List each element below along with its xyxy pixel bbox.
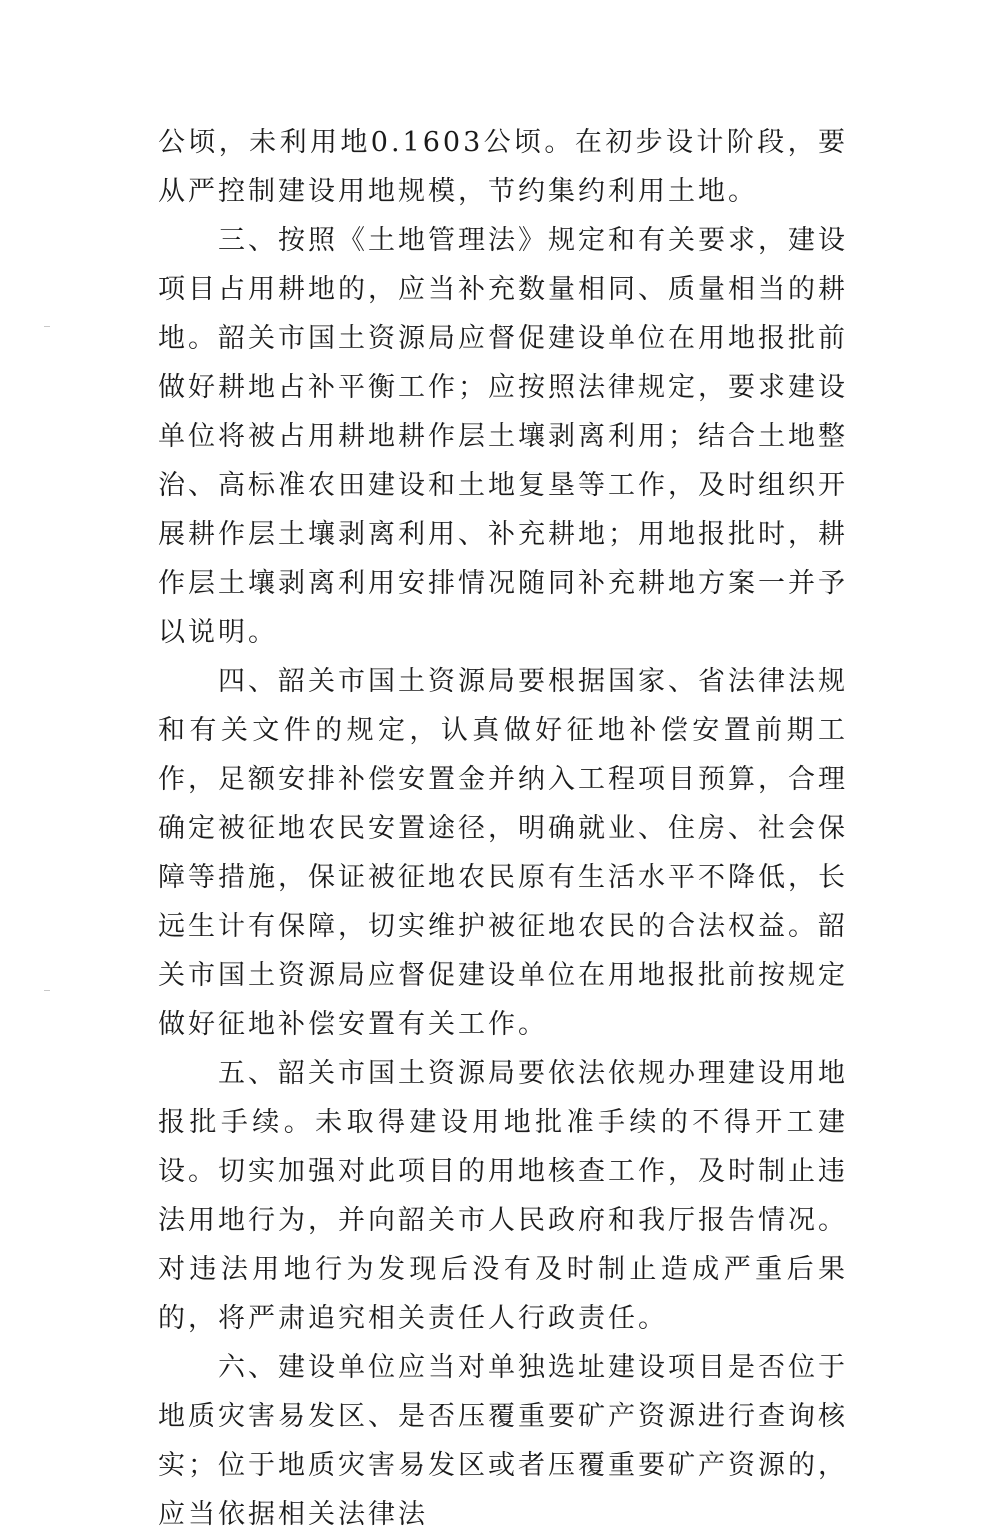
paragraph-item-3: 三、按照《土地管理法》规定和有关要求，建设项目占用耕地的，应当补充数量相同、质量相当的耕地。韶关市国土资源局应督促建设单位在用地报批前做好耕地占补平衡工作；应按照法律规定，要求建设单位将被占用耕地耕作层土壤剥离利用；结合土地整治、高标准农田建设和土地复垦等工作，及时组织开展耕作层土壤剥离利用、补充耕地；用地报批时，耕作层土壤剥离利用安排情况随同补充耕地方案一并予以说明。	[158, 225, 848, 648]
paragraph-continuation: 公顷，未利用地0.1603公顷。在初步设计阶段，要从严控制建设用地规模，节约集约利用土地。	[158, 127, 848, 207]
scan-speck	[44, 326, 50, 327]
paragraph-item-4: 四、韶关市国土资源局要根据国家、省法律法规和有关文件的规定，认真做好征地补偿安置前期工作，足额安排补偿安置金并纳入工程项目预算，合理确定被征地农民安置途径，明确就业、住房、社会保障等措施，保证被征地农民原有生活水平不降低，长远生计有保障，切实维护被征地农民的合法权益。韶关市国土资源局应督促建设单位在用地报批前按规定做好征地补偿安置有关工作。	[158, 666, 848, 1040]
paragraph-item-6: 六、建设单位应当对单独选址建设项目是否位于地质灾害易发区、是否压覆重要矿产资源进行查询核实；位于地质灾害易发区或者压覆重要矿产资源的，应当依据相关法律法	[158, 1352, 848, 1530]
scan-speck	[44, 990, 50, 991]
paragraph-item-5: 五、韶关市国土资源局要依法依规办理建设用地报批手续。未取得建设用地批准手续的不得开工建设。切实加强对此项目的用地核查工作，及时制止违法用地行为，并向韶关市人民政府和我厅报告情况。对违法用地行为发现后没有及时制止造成严重后果的，将严肃追究相关责任人行政责任。	[158, 1058, 848, 1334]
document-body	[158, 118, 848, 1539]
